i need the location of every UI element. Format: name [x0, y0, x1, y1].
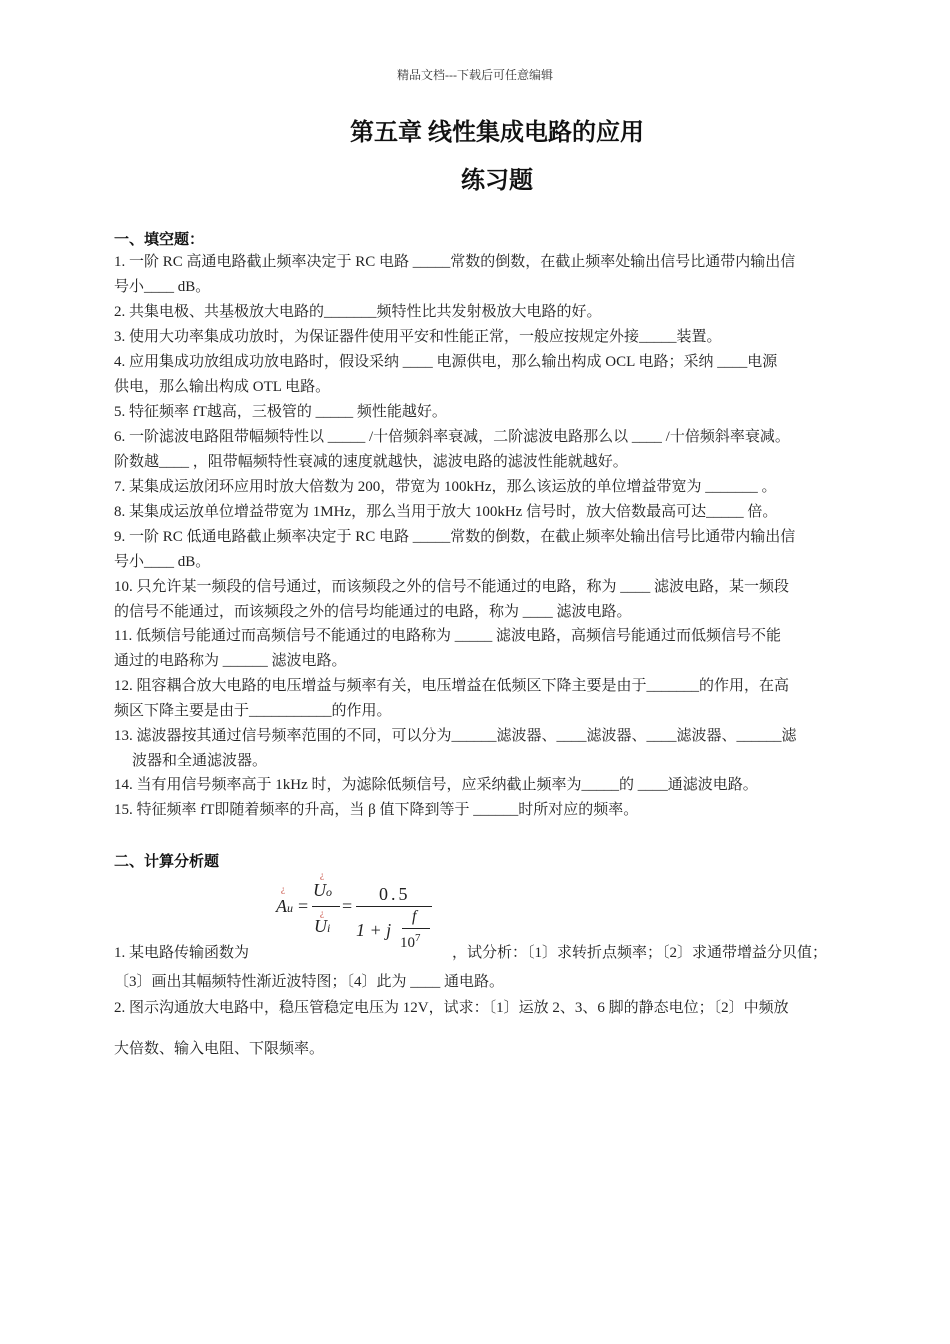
- section1-heading: 一、填空题：: [114, 232, 205, 248]
- question-line: 5. 特征频率 fT越高，三极管的 _____ 频性能越好。: [114, 404, 447, 420]
- question-line: 4. 应用集成功放组成功放电路时，假设采纳 ____ 电源供电，那么输出构成 OCL 电路；采纳 ____电源: [114, 354, 778, 370]
- formula-denominator: [314, 916, 330, 937]
- fraction-bar: [312, 906, 340, 907]
- question-line: 阶数越____ ，阻带幅频特性衰减的速度就越快，滤波电路的滤波性能就越好。: [114, 454, 628, 470]
- question-6: [114, 425, 889, 475]
- question-line: 14. 当有用信号频率高于 1kHz 时，为滤除低频信号，应采纳截止频率为_____的 ____通滤波电路。: [114, 777, 758, 793]
- question-7: [114, 475, 889, 500]
- question-line: 15. 特征频率 fT即随着频率的升高，当 β 值下降到等于 ______时所对应的频率。: [114, 802, 639, 818]
- question-line: ，试分析：〔1〕求转折点频率；〔2〕求通带增益分贝值；: [452, 945, 828, 961]
- question-line: 大倍数、输入电阻、下限频率。: [114, 1041, 325, 1057]
- question-9: [114, 525, 889, 575]
- question-line: 号小____ dB。: [114, 279, 211, 295]
- formula-lhs: [276, 896, 293, 917]
- question-15: [114, 798, 889, 823]
- inner-den-base: 10: [400, 935, 415, 951]
- question-s2-2: [114, 996, 889, 1021]
- formula-lhs-sub: u: [287, 901, 293, 915]
- question-3: [114, 325, 889, 350]
- fraction-bar: [356, 906, 432, 907]
- inner-fraction-bar: [402, 928, 430, 929]
- question-13: [114, 724, 889, 774]
- question-line: 8. 某集成运放单位增益带宽为 1MHz，那么当用于放大 100kHz 信号时，放大倍数最高可达_____ 倍。: [114, 504, 778, 520]
- question-line: 供电，那么输出构成 OTL 电路。: [114, 379, 331, 395]
- question-5: [114, 400, 889, 425]
- question-line: 10. 只允许某一频段的信号通过，而该频段之外的信号不能通过的电路，称为 ____ 滤波电路，某一频段: [114, 579, 790, 595]
- question-line: 12. 阻容耦合放大电路的电压增益与频率有关，电压增益在低频区下降主要是由于_______的作用，在高: [114, 678, 790, 694]
- question-s2-1-cont: [114, 970, 889, 995]
- question-14: [114, 773, 889, 798]
- question-line: 11. 低频信号能通过而高频信号不能通过的电路称为 _____ 滤波电路，高频信号能通过而低频信号不能: [114, 628, 781, 644]
- rhs-denominator-prefix: 1 + j: [356, 920, 392, 940]
- question-12: [114, 674, 889, 724]
- question-line: 2. 共集电极、共基极放大电路的_______频特性比共发射极放大电路的好。: [114, 304, 602, 320]
- question-line: 3. 使用大功率集成功放时，为保证器件使用平安和性能正常，一般应按规定外接_____装置。: [114, 329, 722, 345]
- question-s2-1-prefix: [114, 941, 274, 966]
- formula-den-sub: i: [327, 921, 331, 935]
- question-line: 6. 一阶滤波电路阻带幅频特性以 _____ /十倍频斜率衰减，二阶滤波电路那么以 ____ /十倍频斜率衰减。: [114, 429, 790, 445]
- question-line: 通过的电路称为 ______ 滤波电路。: [114, 653, 347, 669]
- section2-heading: 二、计算分析题: [114, 854, 220, 870]
- equals-sign-2: =: [342, 896, 353, 916]
- question-s2-2-cont: [114, 1037, 889, 1062]
- question-2: [114, 300, 889, 325]
- question-line: 1. 一阶 RC 高通电路截止频率决定于 RC 电路 _____常数的倒数，在截止频率处输出信号比通带内输出信: [114, 254, 796, 270]
- transfer-function-formula: [272, 870, 442, 960]
- question-4: [114, 350, 889, 400]
- question-line: 7. 某集成运放闭环应用时放大倍数为 200，带宽为 100kHz，那么该运放的单位增益带宽为 _______ 。: [114, 479, 777, 495]
- formula-numerator: [313, 880, 332, 901]
- header-note: 精品文档---下载后可任意编辑: [397, 68, 553, 82]
- question-line: 频区下降主要是由于___________的作用。: [114, 703, 392, 719]
- question-1: [114, 250, 889, 300]
- formula-lhs-symbol: A: [276, 896, 287, 916]
- hat-mark: ¿: [281, 884, 285, 894]
- question-8: [114, 500, 889, 525]
- question-line: 〔3〕画出其幅频特性渐近波特图；〔4〕此为 ____ 通电路。: [114, 974, 505, 990]
- question-11: [114, 624, 889, 674]
- inner-denominator: [400, 932, 421, 952]
- question-line: 1. 某电路传输函数为: [114, 945, 250, 961]
- inner-den-exp: 7: [415, 932, 421, 944]
- sub-title: 练习题: [461, 168, 533, 194]
- question-s2-1-suffix: [452, 941, 892, 966]
- formula-num-symbol: U: [313, 880, 326, 900]
- question-line: 号小____ dB。: [114, 554, 211, 570]
- rhs-numerator: 0.5: [379, 884, 411, 904]
- question-line: 波器和全通滤波器。: [132, 753, 268, 769]
- equals-sign-1: =: [298, 896, 309, 916]
- question-line: 2. 图示沟通放大电路中，稳压管稳定电压为 12V，试求：〔1〕运放 2、3、6 脚的静态电位；〔2〕中频放: [114, 1000, 789, 1016]
- formula-den-symbol: U: [314, 916, 327, 936]
- question-line: 13. 滤波器按其通过信号频率范围的不同，可以分为______滤波器、____滤波器、____滤波器、______滤: [114, 728, 797, 744]
- question-line: 9. 一阶 RC 低通电路截止频率决定于 RC 电路 _____常数的倒数，在截止频率处输出信号比通带内输出信: [114, 529, 796, 545]
- question-line: 的信号不能通过，而该频段之外的信号均能通过的电路，称为 ____ 滤波电路。: [114, 604, 632, 620]
- question-10: [114, 575, 889, 625]
- hat-mark: ¿: [320, 908, 324, 918]
- hat-mark: ¿: [320, 870, 324, 880]
- inner-numerator: f: [412, 908, 417, 925]
- formula-num-sub: o: [326, 885, 332, 899]
- chapter-title: 第五章 线性集成电路的应用: [350, 120, 644, 146]
